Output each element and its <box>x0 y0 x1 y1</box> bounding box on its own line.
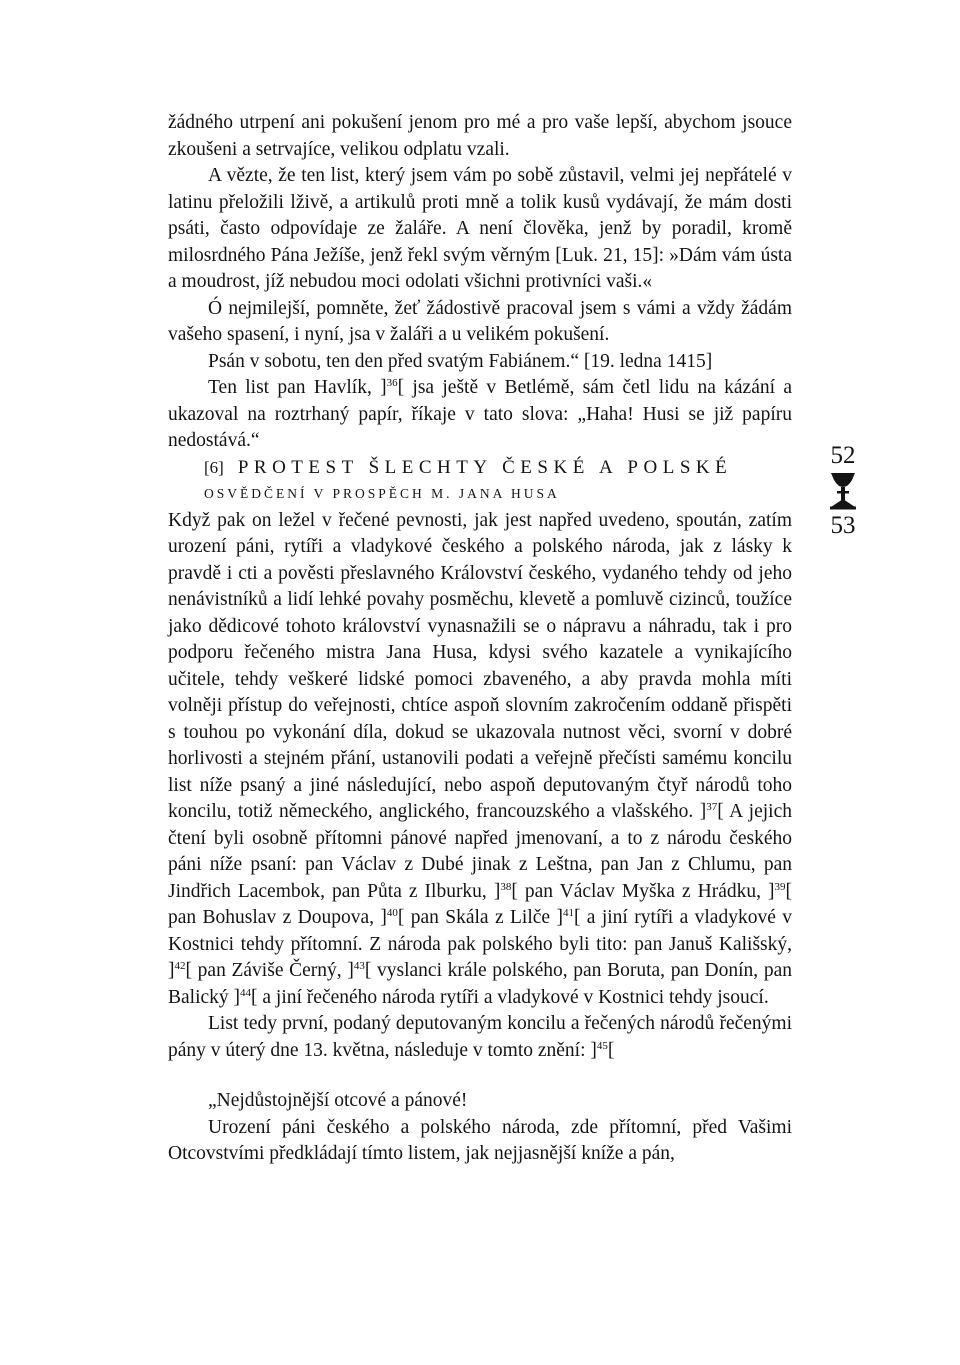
paragraph-first-letter <box>168 1011 792 1064</box>
footnote-marker-40: 40 <box>386 907 398 919</box>
havlik-text-before: Ten list pan Havlík, ] <box>208 377 387 398</box>
footnote-marker-44: 44 <box>240 986 252 999</box>
protest-text-2: [ A jejich čtení byli osobně přítomni pánové napřed jmenovaní, a to z národu českého páni níže psaní: pan Václav z Dubé jinak z Leštna, pan Jan z Chlumu, pan Jindřich Lacembok, pan Půta z Ilburku, ] <box>168 801 792 902</box>
page-number-53: 53 <box>830 512 856 539</box>
letter-body: Urození páni českého a polského národa, zde přítomní, před Vašimi Otcovstvími předkládají tímto listem, jak nejjasnější kníže a pán, <box>168 1116 792 1164</box>
section-subheading: OSVĚDČENÍ V PROSPĚCH M. JANA HUSA <box>204 486 560 501</box>
footnote-marker-38: 38 <box>500 880 512 893</box>
protest-text-5: [ pan Skála z Lilče ] <box>397 907 563 928</box>
main-text-column <box>168 110 792 1168</box>
footnote-marker-45: 45 <box>596 1039 608 1052</box>
protest-text-1: Když pak on ležel v řečené pevnosti, jak jest napřed uvedeno, spoután, zatím urození páni, rytíři a vladykové českého a polského národa, jak z lásky k pravdě i cti a pověsti přeslavného Království českého, vydaného tehdy od jeho nenávistníků a lidí lehké povahy posměchu, klevetě a pomluvě cizinců, toužíce jako dědicové tohoto království vynasnažili se o nápravu a náhradu, tak i pro podporu řečeného mistra Jana Husa, kdysi svého kazatele a vynikajícího učitele, tehdy veškeré lidské pomoci zbaveného, a aby pravda mohla míti volněji přístup do veřejnosti, chtíce aspoň slovním zakročením oddaně přispěti s touhou po vykonání díla, dokud se ukazovala nutnost věci, svorní v dobré horlivosti a stejném přání, ustanovili podati a veřejně přečísti samému koncilu list níže psaný a jiné následující, nebo aspoň deputovaným čtyř národů toho koncilu, totiž německého, anglického, francouzského a vlašského. ] <box>168 509 792 822</box>
footnote-marker-39: 39 <box>774 880 786 893</box>
paragraph-letter-translation: A vězte, že ten list, který jsem vám po sobě zůstavil, velmi jej nepřátelé v latinu přeložili lživě, a artikulů proti mně a tolik kusů vydávají, že mám dosti psáti, často odpovídaje ze žaláře. A není člověka, jenž by poradil, kromě milosrdného Pána Ježíše, jenž řekl svým věrným [Luk. 21, 15]: »Dám vám ústa a moudrost, jíž nebudou moci odolati všichni protivníci vaši.« <box>168 165 792 292</box>
paragraph-dated: Psán v sobotu, ten den před svatým Fabiánem.“ [19. ledna 1415] <box>208 350 713 372</box>
section-title: PROTEST ŠLECHTY ČESKÉ A POLSKÉ <box>237 456 733 478</box>
havlik-text-after: [ jsa ještě v Betlémě, sám četl lidu na kázání a ukazoval na roztrhaný papír, říkaje v tato slova: „Haha! Husi se již papíru nedostává.“ <box>168 377 792 451</box>
paragraph-continuation: žádného utrpení ani pokušení jenom pro mé a pro vaše lepší, abychom jsouce zkoušeni a setrvajíce, velikou odplatu vzali. <box>168 112 792 160</box>
chalice-icon <box>828 472 858 510</box>
protest-text-4: [ pan Bohuslav z Doupova, ] <box>168 880 792 928</box>
protest-text-9: [ a jiní řečeného národa rytíři a vladykové v Kostnici tehdy jsoucí. <box>251 986 769 1008</box>
protest-text-7: [ pan Záviše Černý, ] <box>185 960 354 981</box>
page-break-marker <box>818 442 868 540</box>
paragraph-dearest: Ó nejmilejší, pomněte, žeť žádostivě pracoval jsem s vámi a vždy žádám vašeho spasení, i nyní, jsa v žaláři a u velikém pokušení. <box>168 297 792 345</box>
paragraph-havlik <box>168 375 792 455</box>
footnote-marker-36: 36 <box>386 377 398 389</box>
first-letter-bracket: [ <box>607 1039 615 1061</box>
protest-text-3: [ pan Václav Myška z Hrádku, ] <box>511 880 775 902</box>
section-number: [6] <box>204 457 224 477</box>
footnote-marker-41: 41 <box>562 907 574 919</box>
footnote-marker-43: 43 <box>353 960 365 972</box>
footnote-marker-37: 37 <box>706 801 718 813</box>
page-number-52: 52 <box>830 442 856 469</box>
footnote-marker-42: 42 <box>174 960 186 972</box>
protest-text-6: [ a jiní rytíři a vladykové v Kostnici tehdy přítomní. Z národa pak polského byli tito: pan Januš Kališský, ] <box>168 907 792 981</box>
letter-salutation: „Nejdůstojnější otcové a pánové! <box>208 1090 468 1111</box>
paragraph-protest-main <box>168 508 792 1012</box>
section-heading <box>168 455 792 482</box>
protest-text-8: [ vyslanci krále polského, pan Boruta, pan Donín, pan Balický ] <box>168 960 792 1008</box>
paragraph-spacer <box>168 1064 792 1088</box>
first-letter-text: List tedy první, podaný deputovaným koncilu a řečených národů řečenými pány v úterý dne 13. května, následuje v tomto znění: ] <box>168 1013 792 1061</box>
